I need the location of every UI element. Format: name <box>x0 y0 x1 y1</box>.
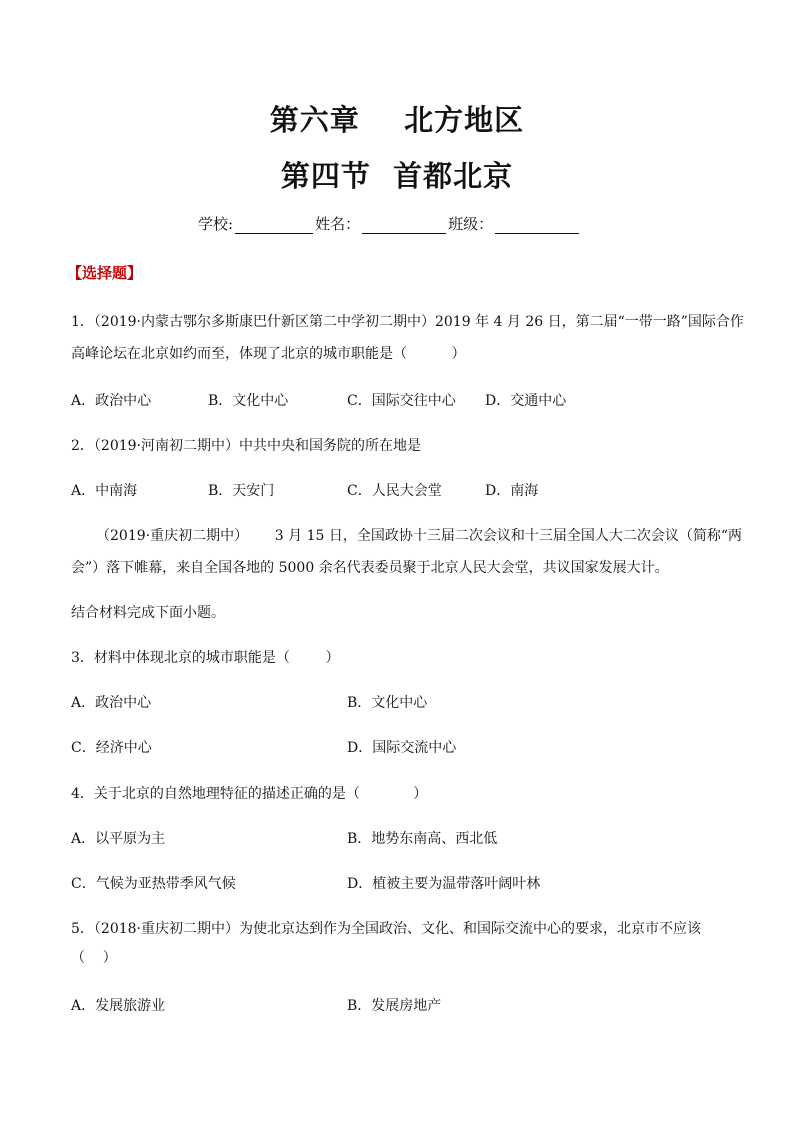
q4-option-c: C．气候为亚热带季风气候 <box>71 876 236 892</box>
question-5-line-2: （ ） <box>71 950 117 966</box>
q1-option-b: B．文化中心 <box>208 393 289 409</box>
question-4-line: 4．关于北京的自然地理特征的描述正确的是（ ） <box>71 786 428 802</box>
q2-option-d: D．南海 <box>485 483 539 499</box>
q3-option-c: C．经济中心 <box>71 740 152 756</box>
q1-option-a: A．政治中心 <box>71 393 152 409</box>
student-info-row <box>198 214 581 234</box>
question-3-line: 3．材料中体现北京的城市职能是（ ） <box>71 650 340 666</box>
q3-option-a: A．政治中心 <box>71 695 152 711</box>
question-1-line-1: 1．（2019·内蒙古鄂尔多斯康巴什新区第二中学初二期中）2019 年 4 月 26 日，第二届“一带一路”国际合作 <box>71 314 744 330</box>
q5-option-b: B．发展房地产 <box>347 998 442 1014</box>
q5-option-a: A．发展旅游业 <box>71 998 166 1014</box>
q4-option-d: D．植被主要为温带落叶阔叶林 <box>347 876 541 892</box>
name-label: 姓名： <box>315 215 361 233</box>
chapter-title: 第六章 北方地区 <box>269 103 525 137</box>
q4-option-b: B．地势东南高、西北低 <box>347 831 498 847</box>
q3-option-d: D．国际交流中心 <box>347 740 457 756</box>
material-line-1: （2019·重庆初二期中） 3 月 15 日，全国政协十三届二次会议和十三届全国人大二次会议（简称“两 <box>96 528 743 544</box>
question-1-line-2: 高峰论坛在北京如约而至，体现了北京的城市职能是（ ） <box>71 346 466 362</box>
question-2-line-1: 2．（2019·河南初二期中）中共中央和国务院的所在地是 <box>71 438 421 454</box>
school-label: 学校: <box>198 215 234 233</box>
material-line-2: 会”）落下帷幕，来自全国各地的 5000 余名代表委员聚于北京人民大会堂，共议国家发展大计。 <box>71 560 669 576</box>
section-title: 第四节 首都北京 <box>280 159 514 193</box>
class-blank[interactable] <box>495 219 579 234</box>
section-label-choice: 【选择题】 <box>67 264 143 282</box>
q4-option-a: A．以平原为主 <box>71 831 166 847</box>
q2-option-b: B．天安门 <box>208 483 275 499</box>
q1-option-d: D．交通中心 <box>485 393 567 409</box>
q2-option-c: C．人民大会堂 <box>347 483 442 499</box>
q3-option-b: B．文化中心 <box>347 695 428 711</box>
class-label: 班级： <box>448 215 494 233</box>
name-blank[interactable] <box>362 219 446 234</box>
material-instruction: 结合材料完成下面小题。 <box>71 605 225 621</box>
question-5-line-1: 5．（2018·重庆初二期中）为使北京达到作为全国政治、文化、和国际交流中心的要求，北京市不应该 <box>71 921 701 937</box>
q2-option-a: A．中南海 <box>71 483 138 499</box>
q1-option-c: C．国际交往中心 <box>347 393 456 409</box>
school-blank[interactable] <box>235 219 313 234</box>
